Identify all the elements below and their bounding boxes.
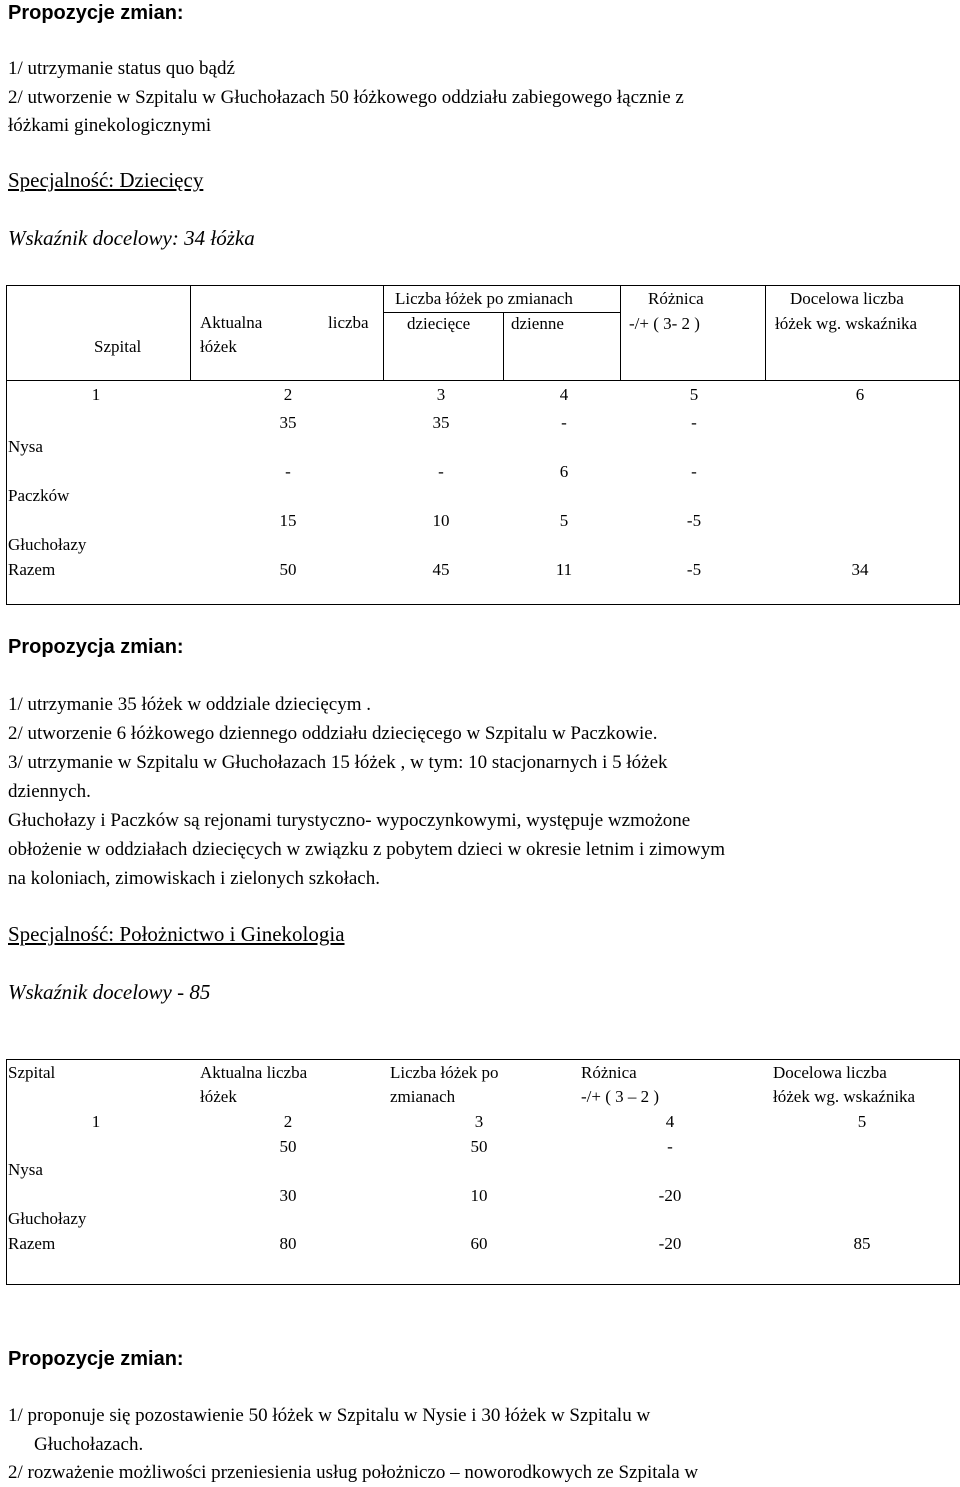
header-cell: Aktualna <box>200 313 263 332</box>
table-cell: 60 <box>470 1234 488 1253</box>
table-cell: 10 <box>432 511 450 530</box>
header-cell: Liczba łóżek po zmianach <box>395 289 573 308</box>
column-number: 5 <box>689 385 699 404</box>
row-label: Razem <box>8 560 56 579</box>
row-label: Nysa <box>8 1160 43 1179</box>
header-cell: łóżek <box>200 1087 237 1106</box>
header-cell: Różnica <box>648 289 704 308</box>
header-cell: zmianach <box>390 1087 456 1106</box>
paragraph-line: Głuchołazach. <box>34 1434 144 1455</box>
header-cell: Różnica <box>581 1063 637 1082</box>
paragraph-line: 2/ utworzenie 6 łóżkowego dziennego oddziału dziecięcego w Szpitalu w Paczkowie. <box>8 723 658 744</box>
table-cell: -20 <box>658 1186 682 1205</box>
header-cell: -/+ ( 3 – 2 ) <box>581 1087 660 1106</box>
column-number: 6 <box>855 385 865 404</box>
column-number: 3 <box>474 1112 484 1131</box>
table-cell: -20 <box>658 1234 682 1253</box>
table-cell: - <box>561 413 567 432</box>
paragraph-line: dziennych. <box>8 781 91 802</box>
table-cell: - <box>691 413 697 432</box>
row-label: Paczków <box>8 486 70 505</box>
section-heading: Propozycja zmian: <box>8 636 184 658</box>
paragraph-line: 2/ rozważenie możliwości przeniesienia usług położniczo – noworodkowych ze Szpitala w <box>8 1462 699 1483</box>
header-cell: Szpital <box>8 1063 56 1082</box>
table-cell: 15 <box>279 511 297 530</box>
table-cell: - <box>438 462 444 481</box>
table-cell: 35 <box>279 413 297 432</box>
row-label: Głuchołazy <box>8 535 87 554</box>
indicator-text: Wskaźnik docelowy - 85 <box>8 980 211 1004</box>
specialty-title: Specjalność: Dziecięcy <box>8 168 204 192</box>
paragraph-line: 1/ utrzymanie status quo bądź <box>8 58 235 79</box>
table-cell: - <box>285 462 291 481</box>
paragraph-line: 1/ utrzymanie 35 łóżek w oddziale dziecięcym . <box>8 694 371 715</box>
column-number: 4 <box>559 385 569 404</box>
header-cell: łóżek wg. wskaźnika <box>775 314 918 333</box>
header-cell: Docelowa liczba <box>790 289 904 308</box>
table-cell: - <box>667 1137 673 1156</box>
header-cell: liczba <box>328 313 369 332</box>
column-number: 3 <box>436 385 446 404</box>
column-number: 1 <box>91 385 101 404</box>
header-cell: Aktualna liczba <box>200 1063 308 1082</box>
header-cell: Szpital <box>94 337 142 356</box>
paragraph-line: 1/ proponuje się pozostawienie 50 łóżek w Szpitalu w Nysie i 30 łóżek w Szpitalu w <box>8 1405 651 1426</box>
table-cell: 6 <box>559 462 569 481</box>
table-cell: 34 <box>851 560 869 579</box>
table-cell: 35 <box>432 413 450 432</box>
header-cell: dziecięce <box>407 314 471 333</box>
header-cell: łóżek <box>200 337 237 356</box>
row-label: Głuchołazy <box>8 1209 87 1228</box>
table-cell: -5 <box>686 511 702 530</box>
table-cell: -5 <box>686 560 702 579</box>
specialty-title: Specjalność: Położnictwo i Ginekologia <box>8 922 345 946</box>
table-cell: 50 <box>470 1137 488 1156</box>
paragraph-line: obłożenie w oddziałach dziecięcych w związku z pobytem dzieci w okresie letnim i zimowym <box>8 839 725 860</box>
table-cell: 80 <box>279 1234 297 1253</box>
table-cell: 45 <box>432 560 450 579</box>
paragraph-line: 2/ utworzenie w Szpitalu w Głuchołazach 50 łóżkowego oddziału zabiegowego łącznie z <box>8 87 684 108</box>
paragraph-line: na koloniach, zimowiskach i zielonych szkołach. <box>8 868 380 889</box>
table-cell: 50 <box>279 1137 297 1156</box>
column-number: 1 <box>91 1112 101 1131</box>
table-cell: 50 <box>279 560 297 579</box>
header-cell: dzienne <box>511 314 564 333</box>
indicator-text: Wskaźnik docelowy: 34 łóżka <box>8 226 255 250</box>
table-cell: 10 <box>470 1186 488 1205</box>
row-label: Razem <box>8 1234 56 1253</box>
table-cell: 85 <box>853 1234 871 1253</box>
header-cell: -/+ ( 3- 2 ) <box>629 314 700 333</box>
header-cell: Liczba łóżek po <box>390 1063 499 1082</box>
column-number: 4 <box>665 1112 675 1131</box>
paragraph-line: Głuchołazy i Paczków są rejonami turystyczno- wypoczynkowymi, występuje wzmożone <box>8 810 691 831</box>
paragraph-line: łóżkami ginekologicznymi <box>8 115 212 136</box>
header-cell: Docelowa liczba <box>773 1063 887 1082</box>
table-cell: 30 <box>279 1186 297 1205</box>
header-cell: łóżek wg. wskaźnika <box>773 1087 916 1106</box>
table-cell: 5 <box>559 511 569 530</box>
column-number: 2 <box>283 385 293 404</box>
row-label: Nysa <box>8 437 43 456</box>
section-heading: Propozycje zmian: <box>8 2 184 24</box>
column-number: 2 <box>283 1112 293 1131</box>
section-heading: Propozycje zmian: <box>8 1348 184 1370</box>
column-number: 5 <box>857 1112 867 1131</box>
paragraph-line: 3/ utrzymanie w Szpitalu w Głuchołazach 15 łóżek , w tym: 10 stacjonarnych i 5 łóżek <box>8 752 668 773</box>
table-cell: 11 <box>555 560 573 579</box>
table-cell: - <box>691 462 697 481</box>
